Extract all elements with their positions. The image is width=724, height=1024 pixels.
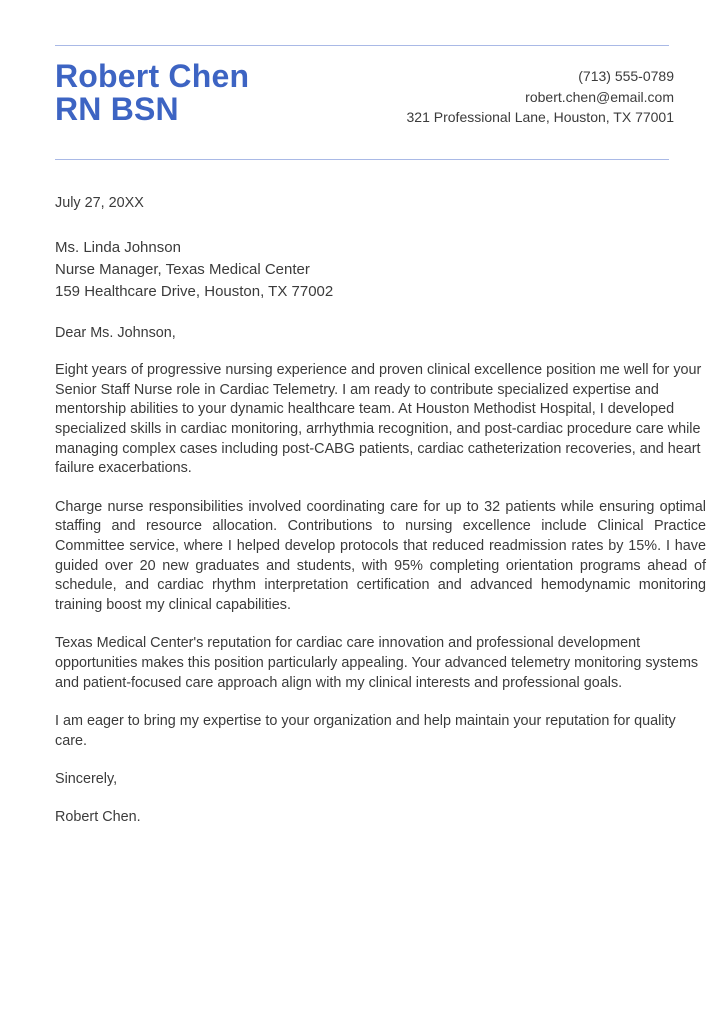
- header-top-rule: [55, 45, 669, 46]
- applicant-name-block: [55, 60, 249, 126]
- signature: Robert Chen.: [55, 808, 141, 825]
- paragraph-conclusion: I am eager to bring my expertise to your organization and help maintain your reputation for quality care.: [55, 713, 676, 749]
- paragraph-intro: Eight years of progressive nursing experience and proven clinical excellence position me well for your Senior Staff Nurse role in Cardiac Telemetry. I am ready to contribute specialized expertise and mentorship abilities to your dynamic healthcare team. At Houston Methodist Hospital, I developed specialized skills in cardiac monitoring, arrhythmia recognition, and post-cardiac procedure care while managing complex cases including post-CABG patients, cardiac catheterization recoveries, and heart failure exacerbations.: [55, 362, 702, 477]
- salutation: Dear Ms. Johnson,: [55, 324, 176, 341]
- letter-date: July 27, 20XX: [55, 195, 144, 211]
- recipient-name: Ms. Linda Johnson: [55, 238, 181, 256]
- contact-phone: (713) 555-0789: [578, 68, 674, 84]
- contact-address: 321 Professional Lane, Houston, TX 77001: [406, 109, 674, 125]
- paragraph-motivation: Texas Medical Center's reputation for cardiac care innovation and professional development opportunities makes this position particularly appealing. Your advanced telemetry monitoring systems and patient-focused care approach align with my clinical interests and professional goals.: [55, 635, 699, 691]
- applicant-name: Robert Chen: [55, 58, 250, 94]
- contact-info: [407, 66, 674, 128]
- letter-body: [55, 194, 706, 827]
- header-bottom-rule: [55, 159, 669, 160]
- recipient-title: Nurse Manager, Texas Medical Center: [55, 260, 310, 278]
- recipient-block: [55, 237, 706, 303]
- closing: Sincerely,: [55, 771, 118, 788]
- contact-email: robert.chen@email.com: [525, 88, 674, 105]
- recipient-address: 159 Healthcare Drive, Houston, TX 77002: [55, 282, 334, 300]
- paragraph-experience: Charge nurse responsibilities involved coordinating care for up to 32 patients while ensuring optimal staffing and resource allocation. Contributions to nursing excellence include Clinical Practice Committee service, where I helped develop protocols that reduced readmission rates by 15%. I have guided over 20 new graduates and students, with 95% completing orientation programs ahead of schedule, and cardiac rhythm interpretation certification and advanced hemodynamic monitoring training boost my clinical capabilities.: [55, 498, 706, 613]
- applicant-credentials: RN BSN: [55, 91, 179, 127]
